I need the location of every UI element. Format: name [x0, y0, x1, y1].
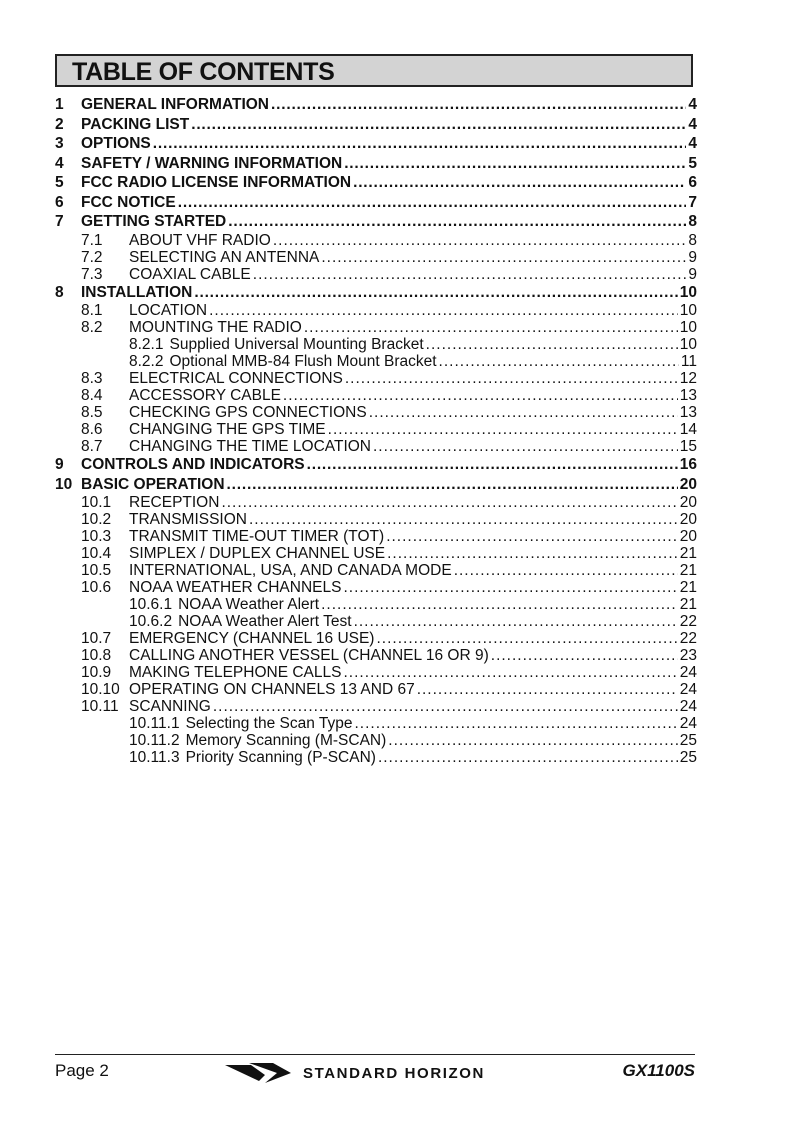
toc-entry-label: INSTALLATION [81, 283, 193, 301]
toc-entry-page: 22 [679, 630, 697, 647]
toc-leader-dots [343, 664, 677, 681]
toc-entry-label: Optional MMB-84 Flush Mount Bracket [169, 353, 437, 370]
toc-entry-number: 7.3 [81, 265, 103, 283]
toc-entry-label: NOAA Weather Alert [178, 596, 320, 613]
toc-entry-page: 10 [679, 283, 697, 301]
toc-entry-number: 8.6 [81, 421, 103, 438]
toc-entry[interactable] [55, 212, 697, 232]
toc-entry-label: SIMPLEX / DUPLEX CHANNEL USE [129, 545, 386, 562]
toc-entry-page: 21 [679, 596, 697, 613]
toc-leader-dots [345, 370, 678, 387]
toc-entry-label: ABOUT VHF RADIO [129, 231, 271, 249]
toc-entry[interactable] [55, 266, 697, 283]
toc-leader-dots [491, 647, 678, 664]
toc-leader-dots [153, 134, 687, 154]
toc-entry-page: 25 [679, 749, 697, 766]
toc-entry-label: EMERGENCY (CHANNEL 16 USE) [129, 630, 375, 647]
toc-entry[interactable] [55, 698, 697, 715]
toc-entry-page: 5 [688, 154, 697, 172]
toc-entry-label: CHECKING GPS CONNECTIONS [129, 404, 367, 421]
toc-entry-label: MOUNTING THE RADIO [129, 319, 302, 336]
toc-entry-label: Supplied Universal Mounting Bracket [169, 336, 424, 353]
toc-entry-number: 10.6.2 [129, 613, 173, 630]
toc-entry[interactable] [55, 421, 697, 438]
toc-entry-label: OPERATING ON CHANNELS 13 AND 67 [129, 681, 415, 698]
toc-entry[interactable] [55, 173, 697, 193]
toc-leader-dots [221, 494, 677, 511]
standard-horizon-logo-icon [225, 1063, 295, 1083]
toc-leader-dots [213, 698, 678, 715]
toc-leader-dots [194, 283, 677, 303]
toc-entry-label: Memory Scanning (M-SCAN) [185, 732, 387, 749]
toc-leader-dots [354, 715, 677, 732]
toc-title-box [55, 54, 693, 87]
toc-entry-page: 16 [679, 456, 697, 473]
toc-entry[interactable] [55, 115, 697, 135]
toc-entry-page: 24 [679, 681, 697, 698]
toc-entry-label: Priority Scanning (P-SCAN) [185, 749, 376, 766]
toc-entry[interactable] [55, 630, 697, 647]
toc-entry-page: 23 [679, 647, 697, 664]
toc-entry[interactable] [55, 404, 697, 421]
toc-entry-label: NOAA Weather Alert Test [178, 613, 352, 630]
toc-entry-number: 10.11 [81, 698, 119, 715]
toc-leader-dots [369, 404, 678, 421]
toc-entry-number: 7.1 [81, 231, 103, 249]
toc-leader-dots [376, 630, 677, 647]
toc-entry-page: 11 [680, 353, 697, 370]
toc-entry-page: 14 [679, 421, 697, 438]
toc-entry-page: 13 [679, 387, 697, 404]
toc-entry-number: 5 [55, 174, 64, 191]
toc-entry-label: LOCATION [129, 302, 208, 319]
toc-entry-page: 8 [688, 213, 697, 230]
toc-entry-label: SAFETY / WARNING INFORMATION [81, 154, 343, 172]
toc-entry-label: OPTIONS [81, 135, 151, 152]
toc-leader-dots [321, 596, 678, 613]
toc-entry-page: 24 [679, 698, 697, 715]
toc-entry-number: 10.11.3 [129, 749, 180, 766]
toc-entry-number: 10.9 [81, 664, 112, 681]
toc-entry[interactable] [55, 579, 697, 596]
toc-entry[interactable] [55, 336, 697, 353]
toc-entry[interactable] [55, 562, 697, 579]
toc-entry[interactable] [55, 134, 697, 154]
toc-entry-label: INTERNATIONAL, USA, AND CANADA MODE [129, 562, 452, 579]
toc-entry-page: 4 [688, 135, 697, 152]
toc-entry-number: 7 [55, 213, 64, 230]
toc-entry-page: 6 [688, 174, 697, 191]
toc-entry-page: 15 [679, 438, 697, 455]
toc-leader-dots [191, 115, 686, 135]
toc-entry-number: 8.4 [81, 387, 103, 404]
toc-entry-page: 20 [679, 528, 697, 545]
toc-title: TABLE OF CONTENTS [72, 58, 335, 86]
footer-page-number: Page 2 [55, 1061, 109, 1080]
toc-leader-dots [344, 154, 686, 174]
toc-entry[interactable] [55, 249, 697, 266]
toc-entry-label: ELECTRICAL CONNECTIONS [129, 370, 343, 387]
toc-entry-page: 20 [679, 494, 697, 511]
toc-entry[interactable] [55, 596, 697, 613]
toc-list [55, 95, 697, 766]
footer-model-name: GX1100S [622, 1061, 695, 1080]
toc-entry-number: 8 [55, 283, 64, 301]
toc-entry[interactable] [55, 528, 697, 545]
toc-entry-number: 8.2.2 [129, 353, 164, 370]
toc-leader-dots [343, 579, 677, 596]
brand-logo [225, 1060, 485, 1086]
toc-entry-page: 20 [679, 475, 697, 493]
toc-entry-number: 2 [55, 115, 64, 133]
toc-entry-label: CHANGING THE TIME LOCATION [129, 438, 371, 455]
toc-entry-number: 10.5 [81, 562, 112, 579]
toc-entry[interactable] [55, 494, 697, 511]
toc-entry-number: 7.2 [81, 248, 103, 266]
toc-leader-dots [253, 266, 687, 283]
toc-entry[interactable] [55, 715, 697, 732]
toc-entry[interactable] [55, 353, 697, 370]
toc-leader-dots [273, 232, 687, 249]
toc-entry-page: 4 [688, 115, 697, 133]
toc-leader-dots [354, 613, 678, 630]
toc-entry-number: 8.5 [81, 404, 103, 421]
toc-entry-page: 21 [679, 545, 697, 562]
toc-leader-dots [388, 732, 677, 749]
toc-leader-dots [386, 528, 678, 545]
toc-entry-number: 8.7 [81, 438, 103, 455]
toc-entry-label: Selecting the Scan Type [185, 715, 353, 732]
toc-entry[interactable] [55, 319, 697, 336]
toc-entry-number: 3 [55, 135, 64, 152]
toc-entry-page: 24 [679, 664, 697, 681]
toc-entry-label: SCANNING [129, 698, 211, 715]
toc-entry-label: MAKING TELEPHONE CALLS [129, 664, 342, 681]
toc-entry[interactable] [55, 232, 697, 249]
toc-entry[interactable] [55, 302, 697, 319]
toc-entry-number: 4 [55, 154, 64, 172]
toc-entry-number: 9 [55, 456, 64, 473]
toc-leader-dots [353, 173, 686, 193]
toc-leader-dots [417, 681, 678, 698]
toc-entry-page: 21 [679, 579, 697, 596]
toc-entry-page: 10 [679, 302, 697, 319]
toc-leader-dots [439, 353, 679, 370]
toc-entry-label: FCC NOTICE [81, 193, 176, 211]
toc-entry[interactable] [55, 613, 697, 630]
toc-entry-number: 10 [55, 475, 73, 493]
toc-entry-number: 10.11.2 [129, 732, 180, 749]
toc-entry-page: 22 [679, 613, 697, 630]
toc-entry[interactable] [55, 647, 697, 664]
toc-entry-number: 10.11.1 [129, 715, 180, 732]
toc-entry-label: COAXIAL CABLE [129, 265, 251, 283]
toc-entry-number: 10.4 [81, 545, 112, 562]
toc-leader-dots [426, 336, 678, 353]
toc-entry-label: ACCESSORY CABLE [129, 387, 281, 404]
toc-entry-number: 10.7 [81, 630, 112, 647]
toc-entry[interactable] [55, 370, 697, 387]
toc-entry[interactable] [55, 511, 697, 528]
toc-entry-page: 25 [679, 732, 697, 749]
toc-entry-number: 8.2.1 [129, 336, 164, 353]
toc-leader-dots [321, 249, 686, 266]
toc-entry-page: 8 [688, 231, 697, 249]
toc-entry-number: 8.3 [81, 370, 103, 387]
toc-entry-label: FCC RADIO LICENSE INFORMATION [81, 174, 352, 191]
toc-leader-dots [209, 302, 678, 319]
toc-entry-page: 9 [688, 265, 697, 283]
toc-leader-dots [283, 387, 678, 404]
toc-leader-dots [378, 749, 678, 766]
toc-entry-label: CALLING ANOTHER VESSEL (CHANNEL 16 OR 9) [129, 647, 489, 664]
toc-entry[interactable] [55, 455, 697, 475]
toc-leader-dots [228, 212, 686, 232]
toc-leader-dots [373, 438, 678, 455]
toc-entry-number: 10.1 [81, 494, 112, 511]
toc-entry-page: 9 [688, 248, 697, 266]
toc-entry-number: 8.1 [81, 302, 103, 319]
toc-entry[interactable] [55, 95, 697, 115]
toc-entry[interactable] [55, 475, 697, 495]
toc-entry[interactable] [55, 154, 697, 174]
toc-entry-number: 8.2 [81, 319, 103, 336]
toc-entry[interactable] [55, 664, 697, 681]
toc-entry-label: GETTING STARTED [81, 213, 227, 230]
toc-entry-page: 13 [679, 404, 697, 421]
toc-entry-label: SELECTING AN ANTENNA [129, 248, 320, 266]
toc-entry-label: CHANGING THE GPS TIME [129, 421, 326, 438]
brand-name: STANDARD HORIZON [303, 1064, 485, 1082]
toc-entry-number: 10.2 [81, 511, 112, 528]
toc-entry[interactable] [55, 732, 697, 749]
toc-leader-dots [454, 562, 678, 579]
toc-leader-dots [249, 511, 678, 528]
toc-entry-page: 24 [679, 715, 697, 732]
toc-entry-page: 20 [679, 511, 697, 528]
toc-entry-page: 7 [688, 193, 697, 211]
toc-entry[interactable] [55, 749, 697, 766]
toc-leader-dots [178, 193, 687, 213]
toc-entry[interactable] [55, 387, 697, 404]
toc-leader-dots [307, 455, 678, 475]
toc-leader-dots [328, 421, 678, 438]
toc-entry-label: PACKING LIST [81, 115, 190, 133]
toc-leader-dots [227, 475, 678, 495]
toc-entry-label: GENERAL INFORMATION [81, 96, 270, 113]
toc-entry-label: TRANSMIT TIME-OUT TIMER (TOT) [129, 528, 385, 545]
toc-leader-dots [304, 319, 678, 336]
toc-entry-page: 12 [679, 370, 697, 387]
toc-entry-number: 10.8 [81, 647, 112, 664]
toc-entry-number: 10.6 [81, 579, 112, 596]
toc-entry-page: 4 [688, 96, 697, 113]
toc-entry-label: RECEPTION [129, 494, 220, 511]
toc-entry-number: 10.3 [81, 528, 112, 545]
toc-entry[interactable] [55, 283, 697, 303]
toc-entry[interactable] [55, 681, 697, 698]
toc-entry[interactable] [55, 438, 697, 455]
toc-entry-number: 6 [55, 193, 64, 211]
toc-entry-page: 10 [679, 336, 697, 353]
toc-entry-label: NOAA WEATHER CHANNELS [129, 579, 342, 596]
toc-entry-page: 10 [679, 319, 697, 336]
toc-entry-label: BASIC OPERATION [81, 475, 225, 493]
toc-entry-page: 21 [679, 562, 697, 579]
toc-entry-number: 10.10 [81, 681, 120, 698]
footer-divider [55, 1054, 695, 1055]
toc-entry-number: 10.6.1 [129, 596, 173, 613]
toc-entry[interactable] [55, 545, 697, 562]
toc-entry[interactable] [55, 193, 697, 213]
toc-entry-label: TRANSMISSION [129, 511, 247, 528]
toc-entry-number: 1 [55, 96, 64, 113]
toc-entry-label: CONTROLS AND INDICATORS [81, 456, 305, 473]
toc-leader-dots [271, 95, 686, 115]
toc-leader-dots [387, 545, 678, 562]
